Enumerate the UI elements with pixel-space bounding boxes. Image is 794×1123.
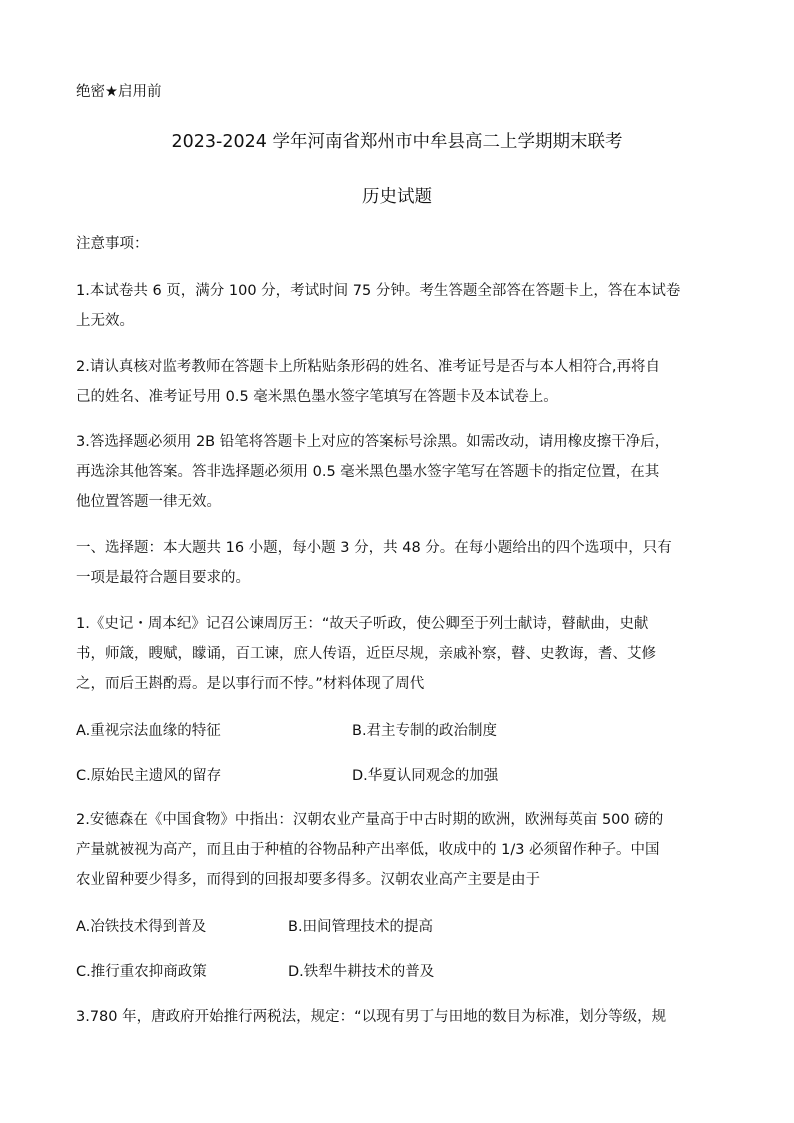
question-1-option-c: C.原始民主遗风的留存 [76, 768, 222, 784]
secret-mark: 绝密★启用前 [76, 84, 162, 100]
question-2-option-a: A.冶铁技术得到普及 [76, 919, 207, 935]
question-2-stem-line-2: 产量就被视为高产，而且由于种植的谷物品种产出率低，收成中的 1/3 必须留作种子。中国 [76, 842, 660, 858]
section1-instructions-line-1: 一、选择题：本大题共 16 小题，每小题 3 分，共 48 分。在每小题给出的四个选项中，只有 [76, 540, 672, 556]
question-2-stem-line-1: 2.安德森在《中国食物》中指出：汉朝农业产量高于中古时期的欧洲，欧洲每英亩 500 磅的 [76, 812, 664, 828]
question-2-option-d: D.铁犁牛耕技术的普及 [288, 964, 435, 980]
question-1-stem-line-1: 1.《史记・周本纪》记召公谏周厉王：“故天子听政，使公卿至于列士献诗，瞽献曲，史献 [76, 616, 649, 632]
question-2-option-b: B.田间管理技术的提高 [288, 919, 434, 935]
notice-item-3-line-1: 3.答选择题必须用 2B 铅笔将答题卡上对应的答案标号涂黑。如需改动，请用橡皮擦干净后， [76, 434, 670, 450]
section1-instructions-line-2: 一项是最符合题目要求的。 [76, 570, 250, 586]
question-3-stem-line-1: 3.780 年，唐政府开始推行两税法，规定：“以现有男丁与田地的数目为标准，划分等级，规 [76, 1009, 667, 1025]
question-2-stem-line-3: 农业留种要少得多，而得到的回报却要多得多。汉朝农业高产主要是由于 [76, 872, 540, 888]
notice-item-2-line-1: 2.请认真核对监考教师在答题卡上所粘贴条形码的姓名、准考证号是否与本人相符合,再将自 [76, 359, 660, 375]
notice-item-3-line-3: 他位置答题一律无效。 [76, 494, 221, 510]
question-1-option-b: B.君主专制的政治制度 [352, 723, 498, 739]
notice-item-3-line-2: 再选涂其他答案。答非选择题必须用 0.5 毫米黑色墨水签字笔写在答题卡的指定位置，在其 [76, 464, 660, 480]
question-1-option-d: D.华夏认同观念的加强 [352, 768, 499, 784]
notice-item-1-line-2: 上无效。 [76, 313, 134, 329]
question-1-option-a: A.重视宗法血缘的特征 [76, 723, 221, 739]
question-1-stem-line-2: 书，师箴，瞍赋，矇诵，百工谏，庶人传语，近臣尽规，亲戚补察，瞽、史教诲，耆、艾修 [76, 646, 656, 662]
notice-item-1-line-1: 1.本试卷共 6 页，满分 100 分，考试时间 75 分钟。考生答题全部答在答题卡上，答在本试卷 [76, 283, 681, 299]
notice-heading: 注意事项： [76, 236, 149, 252]
question-2-option-c: C.推行重农抑商政策 [76, 964, 207, 980]
notice-item-2-line-2: 己的姓名、准考证号用 0.5 毫米黑色墨水签字笔填写在答题卡及本试卷上。 [76, 389, 558, 405]
subject-title: 历史试题 [362, 187, 432, 207]
question-1-stem-line-3: 之，而后王斟酌焉。是以事行而不悖。”材料体现了周代 [76, 676, 425, 692]
exam-title: 2023-2024 学年河南省郑州市中牟县高二上学期期末联考 [171, 132, 623, 152]
